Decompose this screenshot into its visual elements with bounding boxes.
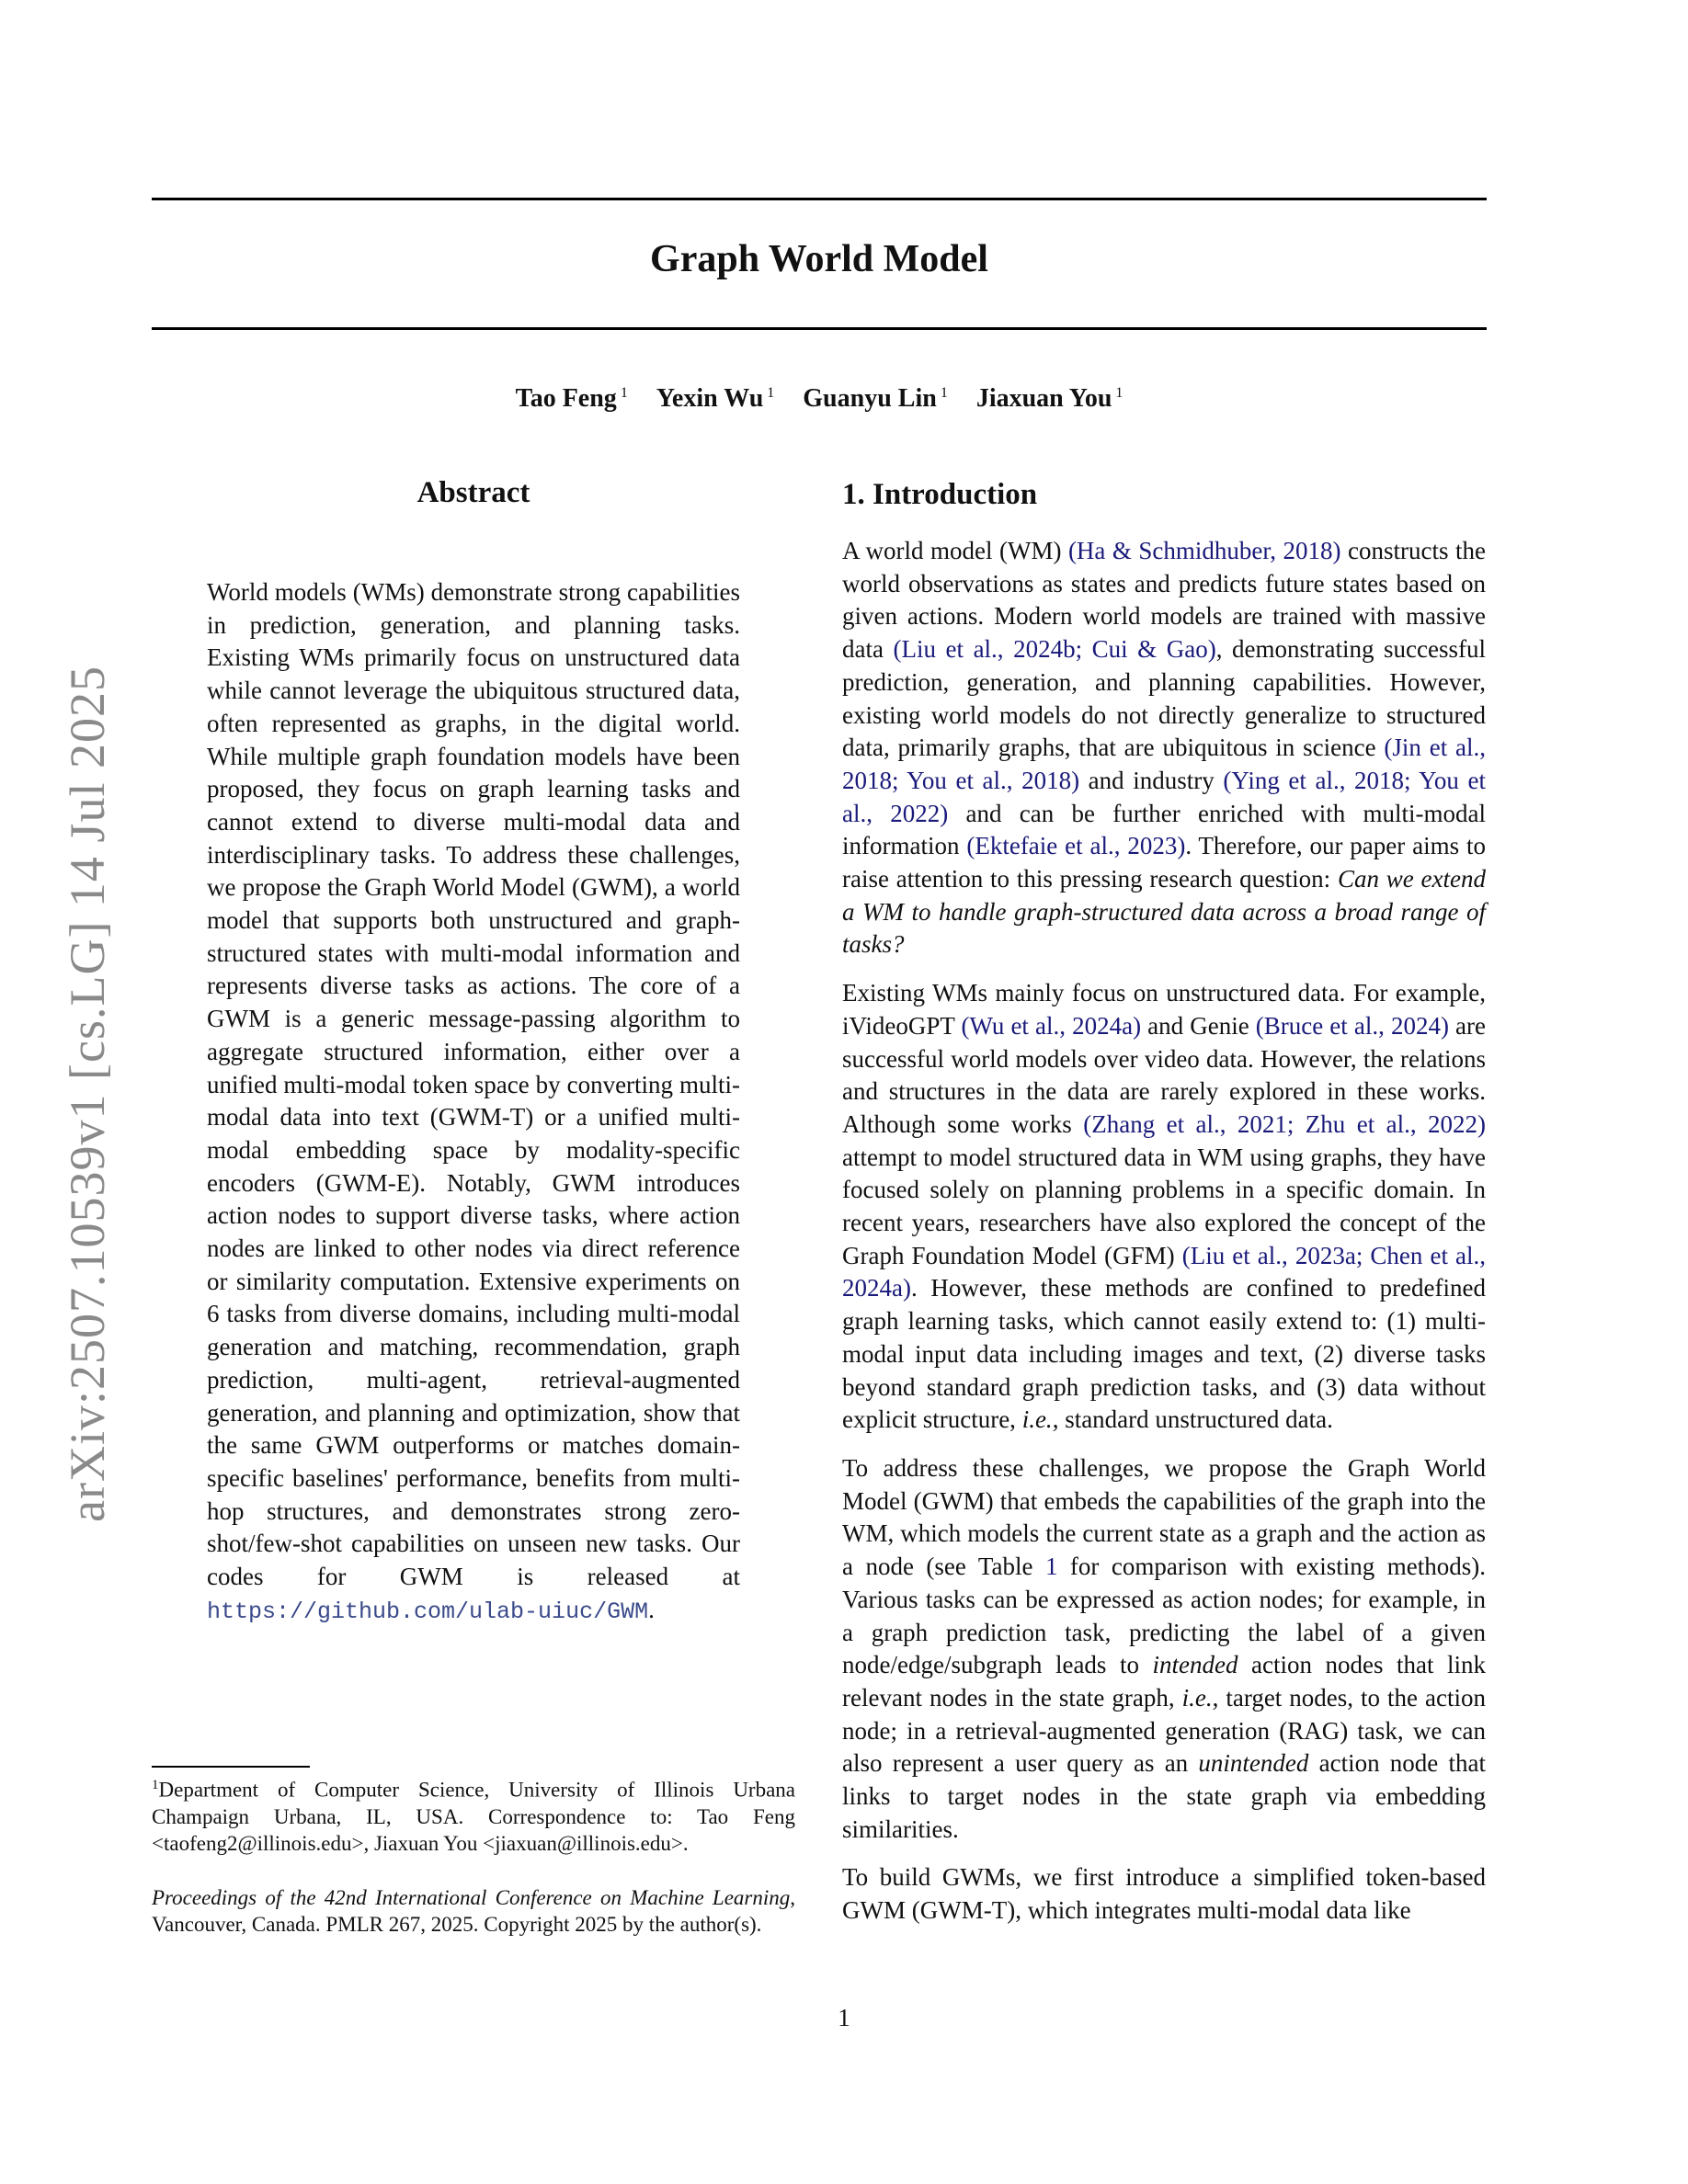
introduction-heading: 1. Introduction [842, 478, 1038, 511]
citation-link[interactable]: (Jin et al., 2018; You et al., 2018) [842, 734, 1486, 794]
affiliation-footnote: $^1$Department of Computer Science, University of Illinois Urbana Champaign Urbana, IL, USA. Correspondence to: Tao Feng <taofeng2@illinois.edu>, Jiaxuan You <jiaxuan@illinois.edu>. [152, 1778, 795, 1855]
citation-link[interactable]: (Wu et al., 2024a) [961, 1011, 1142, 1040]
title-bottom-rule [152, 327, 1487, 330]
intro-paragraph: A world model (WM) (Ha & Schmidhuber, 2018) constructs the world observations as states and predicts future states based on given actions. Modern world models are trained with massive data (Liu et al., 2024b; Cui & Gao), demonstrating successful prediction, generation, and planning capabilities. However, existing world models do not directly generalize to structured data, primarily graphs, that are ubiquitous in science (Jin et al., 2018; You et al., 2018) and industry (Ying et al., 2018; You et al., 2022) and can be further enriched with multi-modal information (Ektefaie et al., 2023). Therefore, our paper aims to raise attention to this pressing research question: Can we extend a WM to handle graph-structured data across a broad range of tasks? [842, 537, 1486, 959]
abstract-heading: Abstract [416, 476, 530, 509]
citation-link[interactable]: (Ying et al., 2018; You et al., 2022) [842, 766, 1486, 827]
table-reference-link[interactable]: 1 [1044, 1553, 1058, 1581]
title-top-rule [152, 198, 1487, 200]
citation-link[interactable]: (Bruce et al., 2024) [1255, 1011, 1449, 1040]
introduction-body [842, 535, 1486, 1943]
author-list [152, 384, 1487, 414]
author: Tao Feng $^1$ [515, 384, 628, 413]
author: Yexin Wu $^1$ [656, 384, 775, 413]
intro-paragraph: Existing WMs mainly focus on unstructured data. For example, iVideoGPT (Wu et al., 2024a) and Genie (Bruce et al., 2024) are successful world models over video data. However, the relations and structures in the data are rarely explored in these works. Although some works (Zhang et al., 2021; Zhu et al., 2022) attempt to model structured data in WM using graphs, they have focused solely on planning problems in a specific domain. In recent years, researchers have also explored the concept of the Graph Foundation Model (GFM) (Liu et al., 2023a; Chen et al., 2024a). However, these methods are confined to predefined graph learning tasks, which cannot easily extend to: (1) multi-modal input data including images and text, (2) diverse tasks beyond standard graph prediction tasks, and (3) data without explicit structure, i.e., standard unstructured data. [842, 979, 1486, 1434]
intro-paragraph: To address these challenges, we propose the Graph World Model (GWM) that embeds the capabilities of the graph into the WM, which models the current state as a graph and the action as a node (see Table 1 for comparison with existing methods). Various tasks can be expressed as action nodes; for example, in a graph prediction task, predicting the label of a given node/edge/subgraph leads to intended action nodes that link relevant nodes in the state graph, i.e., target nodes, to the action node; in a retrieval-augmented generation (RAG) task, we can also represent a user query as an unintended action node that links to target nodes in the state graph via embedding similarities. [842, 1453, 1487, 1843]
page-number: 1 [838, 2004, 850, 2031]
author: Guanyu Lin $^1$ [803, 384, 948, 413]
citation-link[interactable]: (Ha & Schmidhuber, 2018) [1067, 537, 1341, 564]
citation-link[interactable]: (Zhang et al., 2021; Zhu et al., 2022) [1083, 1109, 1486, 1138]
abstract-body: World models (WMs) demonstrate strong capabilities in prediction, generation, and planning tasks. Existing WMs primarily focus on unstructured data while cannot leverage the ubiquitous structured data, often represented as graphs, in the digital world. While multiple graph foundation models have been proposed, they focus on graph learning tasks and cannot extend to diverse multi-modal data and interdisciplinary tasks. To address these challenges, we propose the Graph World Model (GWM), a world model that supports both unstructured and graph-structured states with multi-modal information and represents diverse tasks as actions. The core of a GWM is a generic message-passing algorithm to aggregate structured information, either over a unified multi-modal token space by converting multi-modal data into text (GWM-T) or a unified multi-modal embedding space by modality-specific encoders (GWM-E). Notably, GWM introduces action nodes to support diverse tasks, where action nodes are linked to other nodes via direct reference or similarity computation. Extensive experiments on 6 tasks from diverse domains, including multi-modal generation and matching, recommendation, graph prediction, multi-agent, retrieval-augmented generation, and planning and optimization, show that the same GWM outperforms or matches domain-specific baselines' performance, benefits from multi-hop structures, and demonstrates strong zero-shot/few-shot capabilities on unseen new tasks. Our codes for GWM is released at https://github.com/ulab-uiuc/GWM. [207, 578, 740, 1625]
arxiv-identifier-stamp: arXiv:2507.10539v1 [cs.LG] 14 Jul 2025 [60, 665, 115, 1522]
paper-title: Graph World Model [650, 238, 988, 280]
intro-paragraph: To build GWMs, we first introduce a simplified token-based GWM (GWM-T), which integrates multi-modal data like [842, 1863, 1486, 1925]
author: Jiaxuan You $^1$ [975, 384, 1123, 413]
citation-link[interactable]: (Ektefaie et al., 2023) [966, 832, 1186, 860]
citation-link[interactable]: (Liu et al., 2023a; Chen et al., 2024a) [842, 1241, 1486, 1302]
code-repository-link[interactable]: https://github.com/ulab-uiuc/GWM [207, 1598, 649, 1625]
footnote-rule [152, 1766, 310, 1768]
proceedings-note: Proceedings of the 42nd International Conference on Machine Learning, Vancouver, Canada. PMLR 267, 2025. Copyright 2025 by the author(s). [152, 1886, 795, 1936]
citation-link[interactable]: (Liu et al., 2024b; Cui & Gao) [893, 635, 1216, 664]
